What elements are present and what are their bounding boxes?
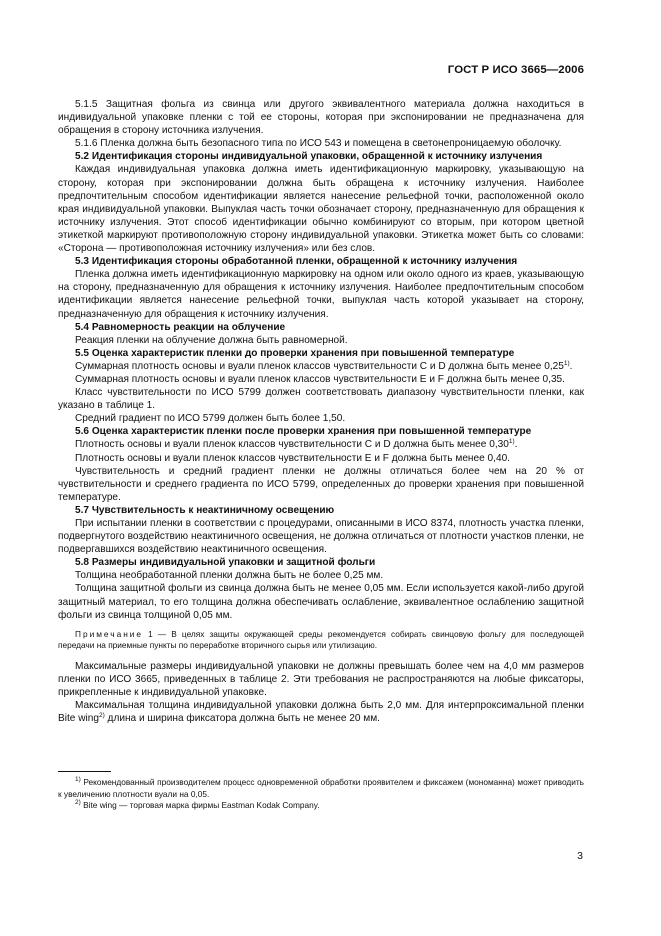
paragraph-5-8-foil-thickness: Толщина защитной фольги из свинца должна быть не менее 0,05 мм. Если используется какой-либо другой защитный материал, то его толщина должна обеспечивать ослабление, эквивалентное ослаблению защитной фольги из свинца толщиной 0,05 мм. xyxy=(58,583,584,621)
note-1 xyxy=(58,629,584,652)
section-heading-5-5: 5.5 Оценка характеристик пленки до проверки хранения при повышенной температуре xyxy=(75,347,515,359)
paragraph-5-1-5: 5.1.5 Защитная фольга из свинца или другого эквивалентного материала должна находиться в индивидуальной упаковке пленки с той ее стороны, которая при экспонировании не предназначена для обращения в сторону источника излучения. xyxy=(58,99,584,137)
section-heading-5-3: 5.3 Идентификация стороны обработанной пленки, обращенной к источнику излучения xyxy=(75,256,518,268)
paragraph-5-5-density-cd xyxy=(58,360,584,373)
document-body xyxy=(58,98,584,725)
section-heading-5-6: 5.6 Оценка характеристик пленки после проверки хранения при повышенной температуре xyxy=(75,426,532,438)
paragraph-5-2-body: Каждая индивидуальная упаковка должна иметь идентификационную маркировку, указывающую на сторону, которая при экспонировании должна быть обращена к источнику излучения. Наиболее предпочтительным способом идентификации является нанесение рельефной точки, расположенной около края индивидуальной упаковки. Выпуклая часть точки обозначает сторону, предназначенную для обращения к источнику излучения. Этот способ идентификации обычно комбинируют со вторым, при котором цветной этикеткой маркируют противоположную сторону индивидуальной упаковки. Этикетка может быть со словами: «Сторона — противоположная источнику излучения» или без слов. xyxy=(58,164,584,255)
paragraph-end: . xyxy=(514,439,518,451)
footnote-ref-1: 1) xyxy=(508,438,515,446)
paragraph-text: Суммарная плотность основы и вуали пленок классов чувствительности С и D должна быть менее 0,25 xyxy=(75,360,564,372)
paragraph-text: Максимальная толщина индивидуальной упаковки должна быть 2,0 мм. Для интерпроксимальной пленки Bite wing xyxy=(58,700,584,725)
paragraph-5-6-speed: Чувствительность и средний градиент пленки не должны отличаться более чем на 20 % от чувствительности и среднего градиента по ИСО 5799, определенных до проверки хранения при повышенной температуре. xyxy=(58,465,584,503)
note-text: 1 — В целях защиты окружающей среды рекомендуется собирать свинцовую фольгу для последующей передачи на приемные пункты по переработке вторичного сырья или утилизацию. xyxy=(58,628,584,651)
section-heading-5-2: 5.2 Идентификация стороны индивидуальной упаковки, обращенной к источнику излучения xyxy=(75,151,543,163)
paragraph-5-8-film-thickness: Толщина необработанной пленки должна быть не более 0,25 мм. xyxy=(75,570,384,582)
paragraph-5-3-body: Пленка должна иметь идентификационную маркировку на одном или около одного из краев, указывающую на сторону, предназначенную для обращения к источнику излучения. Наиболее предпочтительным способом идентификации является нанесение рельефной точки, выпуклая часть которой указывает на сторону, предназначенную для обращения к источнику излучения. xyxy=(58,269,584,320)
paragraph-5-6-density-ef: Плотность основы и вуали пленок классов чувствительности Е и F должна быть менее 0,40. xyxy=(75,452,510,464)
footnote-ref-2: 2) xyxy=(98,712,105,720)
footnote-text-2: Bite wing — торговая марка фирмы Eastman Kodak Company. xyxy=(80,800,320,811)
footnote-mark-1: 1) xyxy=(75,776,81,783)
paragraph-5-6-density-cd xyxy=(58,438,584,451)
footnote-2 xyxy=(58,800,584,812)
section-heading-5-7: 5.7 Чувствительность к неактиничному освещению xyxy=(75,504,335,516)
page-number: 3 xyxy=(577,850,583,862)
paragraph-5-5-density-ef: Суммарная плотность основы и вуали пленок классов чувствительности Е и F должна быть менее 0,35. xyxy=(75,373,565,385)
section-heading-5-8: 5.8 Размеры индивидуальной упаковки и защитной фольги xyxy=(75,557,376,569)
paragraph-text: Плотность основы и вуали пленок классов чувствительности С и D должна быть менее 0,30 xyxy=(75,439,509,451)
paragraph-end: . xyxy=(569,360,573,372)
footnote-mark-2: 2) xyxy=(75,799,81,807)
paragraph-text-end: длина и ширина фиксатора должна быть не менее 20 мм. xyxy=(104,713,380,725)
paragraph-5-1-6: 5.1.6 Пленка должна быть безопасного типа по ИСО 543 и помещена в светонепроницаемую оболочку. xyxy=(75,138,562,150)
note-label: Примечание xyxy=(75,628,144,639)
footnote-ref-1: 1) xyxy=(563,359,570,367)
footnote-separator xyxy=(58,771,111,772)
paragraph-5-8-max-size: Максимальные размеры индивидуальной упаковки не должны превышать более чем на 4,0 мм размеров пленки по ИСО 3665, приведенных в таблице 2. Эти требования не распространяются на любые фиксаторы, прикрепленные к индивидуальной упаковке. xyxy=(58,660,584,699)
footnote-text-1: Рекомендованный производителем процесс одновременной обработки проявителем и фиксажем (мономанна) может приводить к увеличению плотности вуали на 0,05. xyxy=(58,777,584,799)
section-heading-5-4: 5.4 Равномерность реакции на облучение xyxy=(75,321,286,333)
paragraph-5-5-speed-class: Класс чувствительности по ИСО 5799 должен соответствовать диапазону чувствительности пленки, как указано в таблице 1. xyxy=(58,387,584,412)
paragraph-5-7-body: При испытании пленки в соответствии с процедурами, описанными в ИСО 8374, плотность участка пленки, подвергнутого воздействию неактиничного освещения, не должна отличаться от плотности участков пленки, не подвергавшихся воздействию неактиничного освещения. xyxy=(58,518,584,556)
document-header: ГОСТ Р ИСО 3665—2006 xyxy=(447,64,584,76)
paragraph-5-4-body: Реакция пленки на облучение должна быть равномерной. xyxy=(75,334,348,346)
footnote-1 xyxy=(58,777,584,800)
paragraph-5-8-max-thickness xyxy=(58,699,584,725)
paragraph-5-5-gradient: Средний градиент по ИСО 5799 должен быть более 1,50. xyxy=(75,413,346,425)
footnotes xyxy=(58,777,584,812)
